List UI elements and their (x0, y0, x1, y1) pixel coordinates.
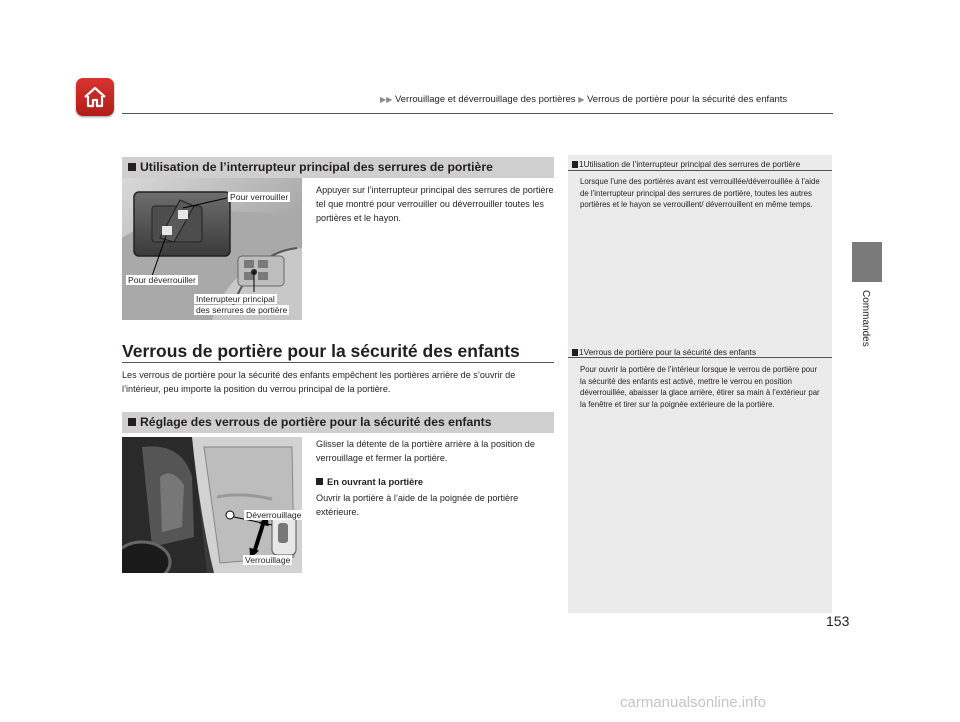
subheading-square-icon (316, 478, 323, 485)
note-text: Pour ouvrir la portière de l’intérieur lorsque le verrou de portière pour la sécurité des enfants est activé, mettre le verrou en position déverrouillée, abaisser la glace arrière, étirer sa main à l’extérieur par la fenêtre et tirer sur la poignée extérieure de la portière. (580, 365, 820, 409)
note-marker-number: 1 (579, 348, 584, 357)
chapter-tab[interactable] (852, 242, 882, 282)
title-rule (122, 362, 554, 363)
breadcrumb-item[interactable]: Verrouillage et déverrouillage des portières (394, 94, 576, 105)
section-heading-master-lock (122, 157, 554, 178)
section2-body: Glisser la détente de la portière arrière à la position de verrouillage et fermer la portière. (316, 439, 535, 463)
note-title (572, 348, 756, 357)
master-lock-switch-illustration (122, 178, 302, 320)
subheading-body: Ouvrir la portière à l’aide de la poignée de portière extérieure. (316, 493, 519, 517)
breadcrumb-arrows: ▶▶ (380, 95, 393, 104)
note-title (572, 160, 800, 169)
header-rule (122, 113, 833, 114)
section-square-icon (128, 418, 136, 426)
callout-switch-line1: Interrupteur principal (196, 294, 275, 304)
note-marker-number: 1 (579, 160, 584, 169)
intro-paragraph: Les verrous de portière pour la sécurité des enfants empêchent les portières arrière de s’ouvrir de l’intérieur, peu importe la position du verrou principal de la portière. (122, 370, 516, 394)
home-icon (82, 84, 108, 110)
child-lock-illustration (122, 437, 302, 573)
chapter-label (852, 290, 882, 370)
section-heading-text: Réglage des verrous de portière pour la sécurité des enfants (140, 415, 492, 429)
note-text: Lorsque l’une des portières avant est verrouillée/déverrouillée à l’aide de l’interrupteur principal des serrures de portière, toutes les autres portières et le hayon se verrouillent/ déverrouillent en même temps. (580, 177, 820, 209)
breadcrumb-item-current: Verrous de portière pour la sécurité des enfants (587, 94, 788, 105)
breadcrumb-separator: ▶ (578, 95, 585, 104)
section1-body: Appuyer sur l’interrupteur principal des serrures de portière tel que montré pour verrouiller ou déverrouiller toutes les portières et le hayon. (316, 185, 554, 223)
note-marker-icon (572, 349, 578, 356)
callout-lock: Pour verrouiller (230, 192, 289, 202)
subheading-text: En ouvrant la portière (327, 477, 424, 487)
home-button[interactable] (76, 78, 114, 116)
page-number: 153 (826, 613, 850, 629)
note-rule (568, 170, 832, 171)
rear-door-figure (122, 437, 302, 573)
chapter-label-text: Commandes (860, 290, 871, 347)
watermark: carmanualsonline.info (620, 694, 766, 711)
section-square-icon (128, 163, 136, 171)
section-heading-text: Utilisation de l’interrupteur principal des serrures de portière (140, 160, 493, 174)
page-title: Verrous de portière pour la sécurité des enfants (122, 341, 520, 361)
note-rule (568, 357, 832, 358)
note-title-text: Verrous de portière pour la sécurité des enfants (583, 348, 757, 357)
callout-switch-line2: des serrures de portière (196, 305, 288, 315)
note-marker-icon (572, 161, 578, 168)
subheading-opening-door (316, 477, 423, 487)
breadcrumb (380, 94, 840, 105)
note-title-text: Utilisation de l’interrupteur principal des serrures de portière (583, 160, 801, 169)
callout-unlock-position: Déverrouillage (246, 510, 302, 520)
callout-lock-position: Verrouillage (245, 555, 291, 565)
callout-unlock: Pour déverrouiller (128, 275, 196, 285)
section-heading-child-lock (122, 412, 554, 433)
